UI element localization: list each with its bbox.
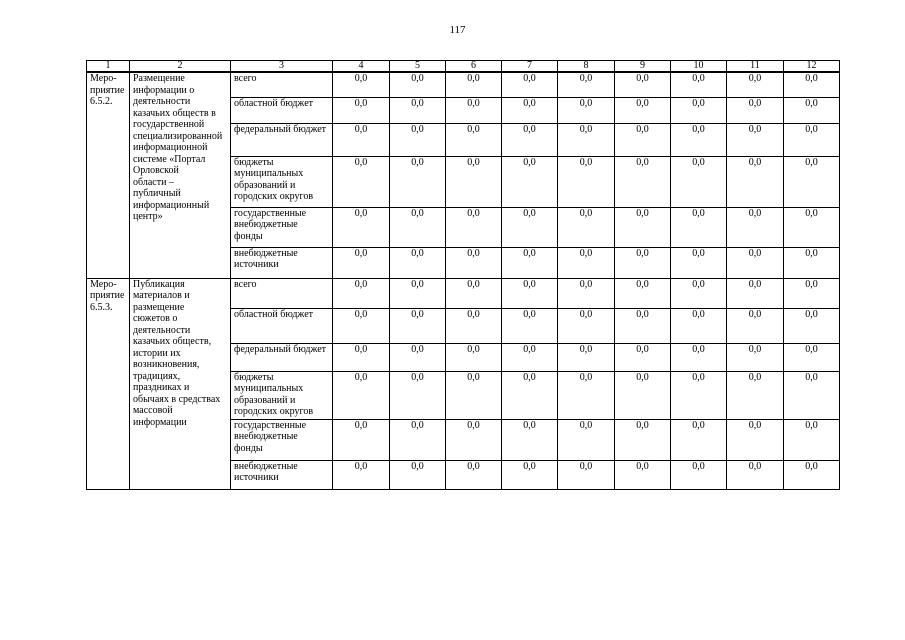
text-line: государственные	[234, 419, 307, 431]
value-cell: 0,0	[333, 156, 390, 207]
column-header: 4	[333, 61, 390, 73]
value-cell: 0,0	[615, 343, 671, 371]
funding-source-cell	[231, 247, 333, 278]
text-line: публичный	[133, 188, 181, 199]
text-line: образований и	[234, 394, 296, 406]
table-body	[87, 72, 840, 489]
text-line: федеральный бюджет	[234, 123, 327, 135]
text-line: обычаях в средствах	[133, 393, 221, 405]
value-cell: 0,0	[727, 123, 784, 156]
text-line: специализированной	[133, 130, 223, 142]
page-number: 117	[449, 24, 466, 36]
value-cell: 0,0	[784, 207, 840, 247]
value-cell: 0,0	[390, 97, 446, 123]
funding-source-cell	[231, 343, 333, 371]
value-cell: 0,0	[615, 156, 671, 207]
text-line: Меро-	[90, 73, 117, 84]
value-cell: 0,0	[784, 371, 840, 419]
value-cell: 0,0	[390, 278, 446, 308]
text-line: казачьих обществ в	[133, 107, 216, 119]
value-cell: 0,0	[671, 156, 727, 207]
value-cell: 0,0	[671, 207, 727, 247]
text-line: федеральный бюджет	[234, 343, 327, 355]
table-row	[87, 278, 840, 308]
value-cell: 0,0	[784, 343, 840, 371]
text-line: размещение	[133, 301, 185, 313]
value-cell: 0,0	[558, 343, 615, 371]
text-line: источники	[234, 472, 279, 483]
value-cell: 0,0	[446, 97, 502, 123]
value-cell: 0,0	[558, 308, 615, 343]
value-cell: 0,0	[671, 72, 727, 97]
value-cell: 0,0	[784, 247, 840, 278]
value-cell: 0,0	[446, 156, 502, 207]
text-line: сюжетов о	[133, 313, 178, 324]
text-line: фонды	[234, 442, 263, 454]
value-cell: 0,0	[502, 460, 558, 489]
text-line: 6.5.3.	[90, 301, 113, 313]
value-cell: 0,0	[390, 419, 446, 460]
value-cell: 0,0	[502, 343, 558, 371]
text-line: муниципальных	[234, 383, 304, 394]
value-cell: 0,0	[671, 308, 727, 343]
value-cell: 0,0	[784, 419, 840, 460]
value-cell: 0,0	[502, 278, 558, 308]
text-line: традициях,	[133, 370, 181, 382]
value-cell: 0,0	[615, 419, 671, 460]
text-line: информационный	[133, 199, 210, 211]
value-cell: 0,0	[333, 419, 390, 460]
funding-source-cell	[231, 207, 333, 247]
value-cell: 0,0	[333, 123, 390, 156]
value-cell: 0,0	[446, 343, 502, 371]
text-line: областной бюджет	[234, 308, 314, 320]
value-cell: 0,0	[727, 97, 784, 123]
funding-source-cell	[231, 371, 333, 419]
text-line: информации о	[133, 84, 195, 96]
text-line: массовой	[133, 405, 173, 416]
budget-table	[86, 60, 840, 490]
event-code-cell	[87, 72, 130, 278]
text-line: областной бюджет	[234, 97, 314, 109]
column-header: 3	[231, 61, 333, 73]
text-line: бюджеты	[234, 156, 274, 168]
text-line: истории их	[133, 347, 181, 359]
text-line: городских округов	[234, 191, 314, 202]
value-cell: 0,0	[390, 371, 446, 419]
value-cell: 0,0	[390, 308, 446, 343]
value-cell: 0,0	[671, 123, 727, 156]
value-cell: 0,0	[333, 343, 390, 371]
value-cell: 0,0	[784, 460, 840, 489]
value-cell: 0,0	[615, 72, 671, 97]
value-cell: 0,0	[615, 278, 671, 308]
text-line: приятие	[90, 290, 125, 301]
value-cell: 0,0	[558, 97, 615, 123]
value-cell: 0,0	[333, 278, 390, 308]
value-cell: 0,0	[333, 207, 390, 247]
value-cell: 0,0	[502, 371, 558, 419]
value-cell: 0,0	[671, 419, 727, 460]
text-line: фонды	[234, 230, 263, 242]
value-cell: 0,0	[784, 156, 840, 207]
value-cell: 0,0	[558, 207, 615, 247]
value-cell: 0,0	[727, 419, 784, 460]
funding-source-cell	[231, 72, 333, 97]
value-cell: 0,0	[727, 278, 784, 308]
value-cell: 0,0	[671, 460, 727, 489]
column-header: 6	[446, 61, 502, 73]
text-line: Меро-	[90, 278, 117, 290]
value-cell: 0,0	[615, 207, 671, 247]
value-cell: 0,0	[615, 247, 671, 278]
value-cell: 0,0	[784, 97, 840, 123]
value-cell: 0,0	[558, 278, 615, 308]
value-cell: 0,0	[784, 308, 840, 343]
text-line: 6.5.2.	[90, 96, 113, 107]
funding-source-cell	[231, 278, 333, 308]
text-line: деятельности	[133, 96, 191, 107]
value-cell: 0,0	[502, 72, 558, 97]
value-cell: 0,0	[390, 247, 446, 278]
value-cell: 0,0	[502, 207, 558, 247]
text-line: муниципальных	[234, 168, 304, 179]
value-cell: 0,0	[558, 156, 615, 207]
text-line: центр»	[133, 211, 163, 222]
value-cell: 0,0	[446, 72, 502, 97]
column-header: 12	[784, 61, 840, 73]
value-cell: 0,0	[446, 207, 502, 247]
event-code-cell	[87, 278, 130, 489]
text-line: системе «Портал	[133, 153, 206, 165]
value-cell: 0,0	[390, 156, 446, 207]
value-cell: 0,0	[390, 72, 446, 97]
value-cell: 0,0	[558, 419, 615, 460]
text-line: казачьих обществ,	[133, 336, 212, 347]
value-cell: 0,0	[671, 371, 727, 419]
value-cell: 0,0	[615, 460, 671, 489]
value-cell: 0,0	[390, 123, 446, 156]
table-header	[87, 61, 840, 73]
value-cell: 0,0	[727, 371, 784, 419]
text-line: возникновения,	[133, 359, 200, 370]
value-cell: 0,0	[502, 156, 558, 207]
value-cell: 0,0	[671, 343, 727, 371]
table-row	[87, 72, 840, 97]
funding-source-cell	[231, 123, 333, 156]
value-cell: 0,0	[784, 278, 840, 308]
text-line: внебюджетные	[234, 431, 298, 442]
header-row	[87, 61, 840, 73]
text-line: внебюджетные	[234, 247, 298, 259]
text-line: государственной	[133, 119, 205, 130]
text-line: всего	[234, 278, 257, 290]
funding-source-cell	[231, 308, 333, 343]
value-cell: 0,0	[446, 419, 502, 460]
value-cell: 0,0	[502, 97, 558, 123]
funding-source-cell	[231, 460, 333, 489]
text-line: всего	[234, 73, 257, 84]
text-line: Публикация	[133, 278, 185, 290]
value-cell: 0,0	[390, 460, 446, 489]
text-line: информационной	[133, 142, 208, 153]
text-line: городских округов	[234, 406, 314, 417]
value-cell: 0,0	[333, 371, 390, 419]
value-cell: 0,0	[558, 371, 615, 419]
text-line: Размещение	[133, 73, 185, 84]
value-cell: 0,0	[558, 72, 615, 97]
value-cell: 0,0	[446, 460, 502, 489]
value-cell: 0,0	[558, 247, 615, 278]
value-cell: 0,0	[615, 123, 671, 156]
value-cell: 0,0	[558, 123, 615, 156]
column-header: 2	[130, 61, 231, 73]
value-cell: 0,0	[727, 460, 784, 489]
value-cell: 0,0	[333, 460, 390, 489]
text-line: государственные	[234, 207, 307, 219]
value-cell: 0,0	[784, 72, 840, 97]
text-line: материалов и	[133, 290, 190, 301]
value-cell: 0,0	[727, 343, 784, 371]
column-header: 5	[390, 61, 446, 73]
value-cell: 0,0	[727, 72, 784, 97]
text-line: приятие	[90, 84, 125, 96]
column-header: 7	[502, 61, 558, 73]
event-description-cell	[130, 72, 231, 278]
value-cell: 0,0	[333, 308, 390, 343]
value-cell: 0,0	[727, 207, 784, 247]
column-header: 1	[87, 61, 130, 73]
text-line: внебюджетные	[234, 460, 298, 472]
value-cell: 0,0	[333, 97, 390, 123]
value-cell: 0,0	[615, 308, 671, 343]
funding-source-cell	[231, 97, 333, 123]
value-cell: 0,0	[502, 247, 558, 278]
value-cell: 0,0	[390, 343, 446, 371]
text-line: бюджеты	[234, 371, 274, 383]
text-line: области –	[133, 176, 174, 188]
value-cell: 0,0	[784, 123, 840, 156]
value-cell: 0,0	[390, 207, 446, 247]
value-cell: 0,0	[502, 308, 558, 343]
value-cell: 0,0	[671, 247, 727, 278]
value-cell: 0,0	[333, 72, 390, 97]
value-cell: 0,0	[502, 123, 558, 156]
column-header: 10	[671, 61, 727, 73]
value-cell: 0,0	[333, 247, 390, 278]
value-cell: 0,0	[446, 371, 502, 419]
text-line: праздниках и	[133, 382, 190, 393]
value-cell: 0,0	[671, 97, 727, 123]
column-header: 11	[727, 61, 784, 73]
event-description-cell	[130, 278, 231, 489]
value-cell: 0,0	[727, 308, 784, 343]
funding-source-cell	[231, 419, 333, 460]
text-line: Орловской	[133, 165, 179, 176]
value-cell: 0,0	[446, 308, 502, 343]
text-line: источники	[234, 259, 279, 270]
value-cell: 0,0	[446, 278, 502, 308]
value-cell: 0,0	[615, 97, 671, 123]
text-line: информации	[133, 416, 187, 428]
text-line: деятельности	[133, 324, 191, 336]
value-cell: 0,0	[446, 247, 502, 278]
value-cell: 0,0	[615, 371, 671, 419]
column-header: 9	[615, 61, 671, 73]
text-line: образований и	[234, 179, 296, 191]
value-cell: 0,0	[558, 460, 615, 489]
funding-source-cell	[231, 156, 333, 207]
value-cell: 0,0	[727, 247, 784, 278]
value-cell: 0,0	[502, 419, 558, 460]
value-cell: 0,0	[727, 156, 784, 207]
text-line: внебюджетные	[234, 219, 298, 230]
value-cell: 0,0	[446, 123, 502, 156]
column-header: 8	[558, 61, 615, 73]
value-cell: 0,0	[671, 278, 727, 308]
